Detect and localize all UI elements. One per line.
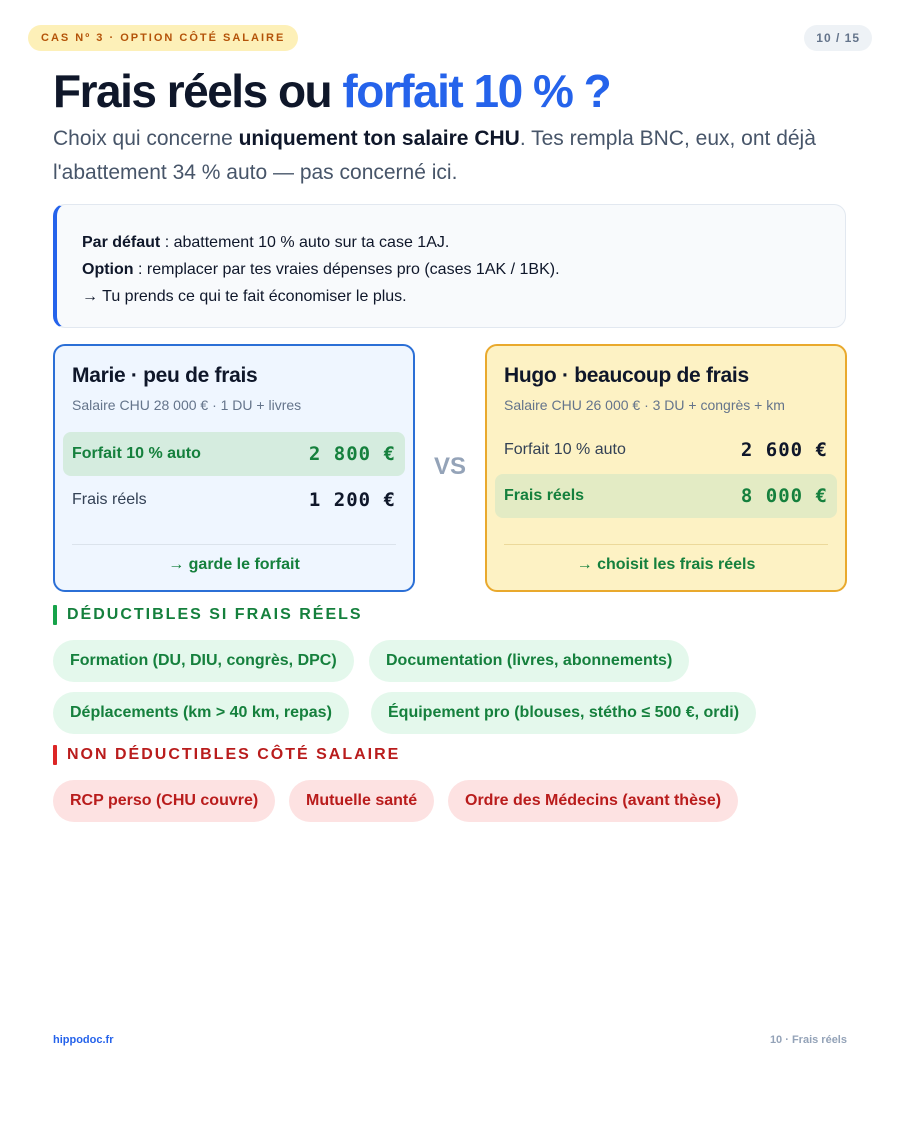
callout-line-3: → Tu prends ce qui te fait économiser le plus.: [82, 288, 407, 305]
section-non-deductibles-heading: NON DÉDUCTIBLES CÔTÉ SALAIRE: [53, 745, 400, 765]
page-subtitle: [53, 122, 853, 190]
card-hugo-row-forfait: [495, 428, 837, 472]
card-hugo-subtitle: Salaire CHU 26 000 € · 3 DU + congrès + km: [504, 397, 785, 413]
footer-page-label: 10 · Frais réels: [769, 1034, 847, 1046]
subtitle-after: . Tes rempla BNC, eux, ont déjà l'abattement 34 % auto — pas concerné ici.: [53, 127, 816, 184]
tag-deductible: Déplacements (km > 40 km, repas): [53, 692, 349, 734]
page-title: [53, 64, 610, 118]
card-divider: [72, 544, 396, 545]
title-part-1: Frais réels ou: [53, 65, 343, 117]
tag-deductible: Formation (DU, DIU, congrès, DPC): [53, 640, 354, 682]
tag-non-deductible: Ordre des Médecins (avant thèse): [448, 780, 738, 822]
card-hugo-verdict: → choisit les frais réels: [576, 556, 756, 573]
card-hugo: [485, 344, 847, 592]
callout-line-1-text: : abattement 10 % auto sur ta case 1AJ.: [160, 234, 450, 251]
row-label: Forfait 10 % auto: [72, 445, 201, 462]
card-marie-row-frais-reels: [63, 478, 405, 522]
card-marie-title: Marie · peu de frais: [72, 364, 258, 387]
page-counter: 10 / 15: [804, 25, 872, 51]
footer-site: hippodoc.fr: [53, 1034, 114, 1046]
callout-line-1-bold: Par défaut: [82, 234, 161, 251]
versus-label: VS: [433, 453, 466, 480]
row-value: 2 800 €: [308, 443, 396, 465]
card-marie-row-forfait: [63, 432, 405, 476]
tag-non-deductible: Mutuelle santé: [289, 780, 434, 822]
tag-deductible: Équipement pro (blouses, stétho ≤ 500 €, ordi): [371, 692, 756, 734]
card-marie-verdict: → garde le forfait: [168, 556, 300, 573]
callout-line-2: [82, 256, 845, 283]
tag-deductible: Documentation (livres, abonnements): [369, 640, 689, 682]
card-marie: [53, 344, 415, 592]
title-part-2: forfait 10 % ?: [342, 65, 611, 117]
row-value: 2 600 €: [740, 439, 828, 461]
info-callout: [53, 204, 846, 328]
card-hugo-row-frais-reels: [495, 474, 837, 518]
row-label: Frais réels: [504, 487, 585, 504]
section-deductibles-heading: DÉDUCTIBLES SI FRAIS RÉELS: [53, 605, 363, 625]
tag-non-deductible: RCP perso (CHU couvre): [53, 780, 275, 822]
section-badge: CAS Nº 3 · OPTION CÔTÉ SALAIRE: [28, 25, 298, 51]
row-label: Forfait 10 % auto: [504, 441, 626, 458]
subtitle-bold: uniquement ton salaire CHU: [238, 127, 520, 150]
subtitle-before: Choix qui concerne: [53, 127, 239, 150]
card-marie-subtitle: Salaire CHU 28 000 € · 1 DU + livres: [72, 397, 302, 413]
callout-line-2-text: : remplacer par tes vraies dépenses pro (cases 1AK / 1BK).: [133, 261, 560, 278]
callout-line-2-bold: Option: [82, 261, 134, 278]
callout-line-1: [82, 229, 845, 256]
card-hugo-title: Hugo · beaucoup de frais: [504, 364, 749, 387]
card-divider: [504, 544, 828, 545]
row-label: Frais réels: [72, 491, 147, 508]
row-value: 8 000 €: [740, 485, 828, 507]
row-value: 1 200 €: [308, 489, 396, 511]
